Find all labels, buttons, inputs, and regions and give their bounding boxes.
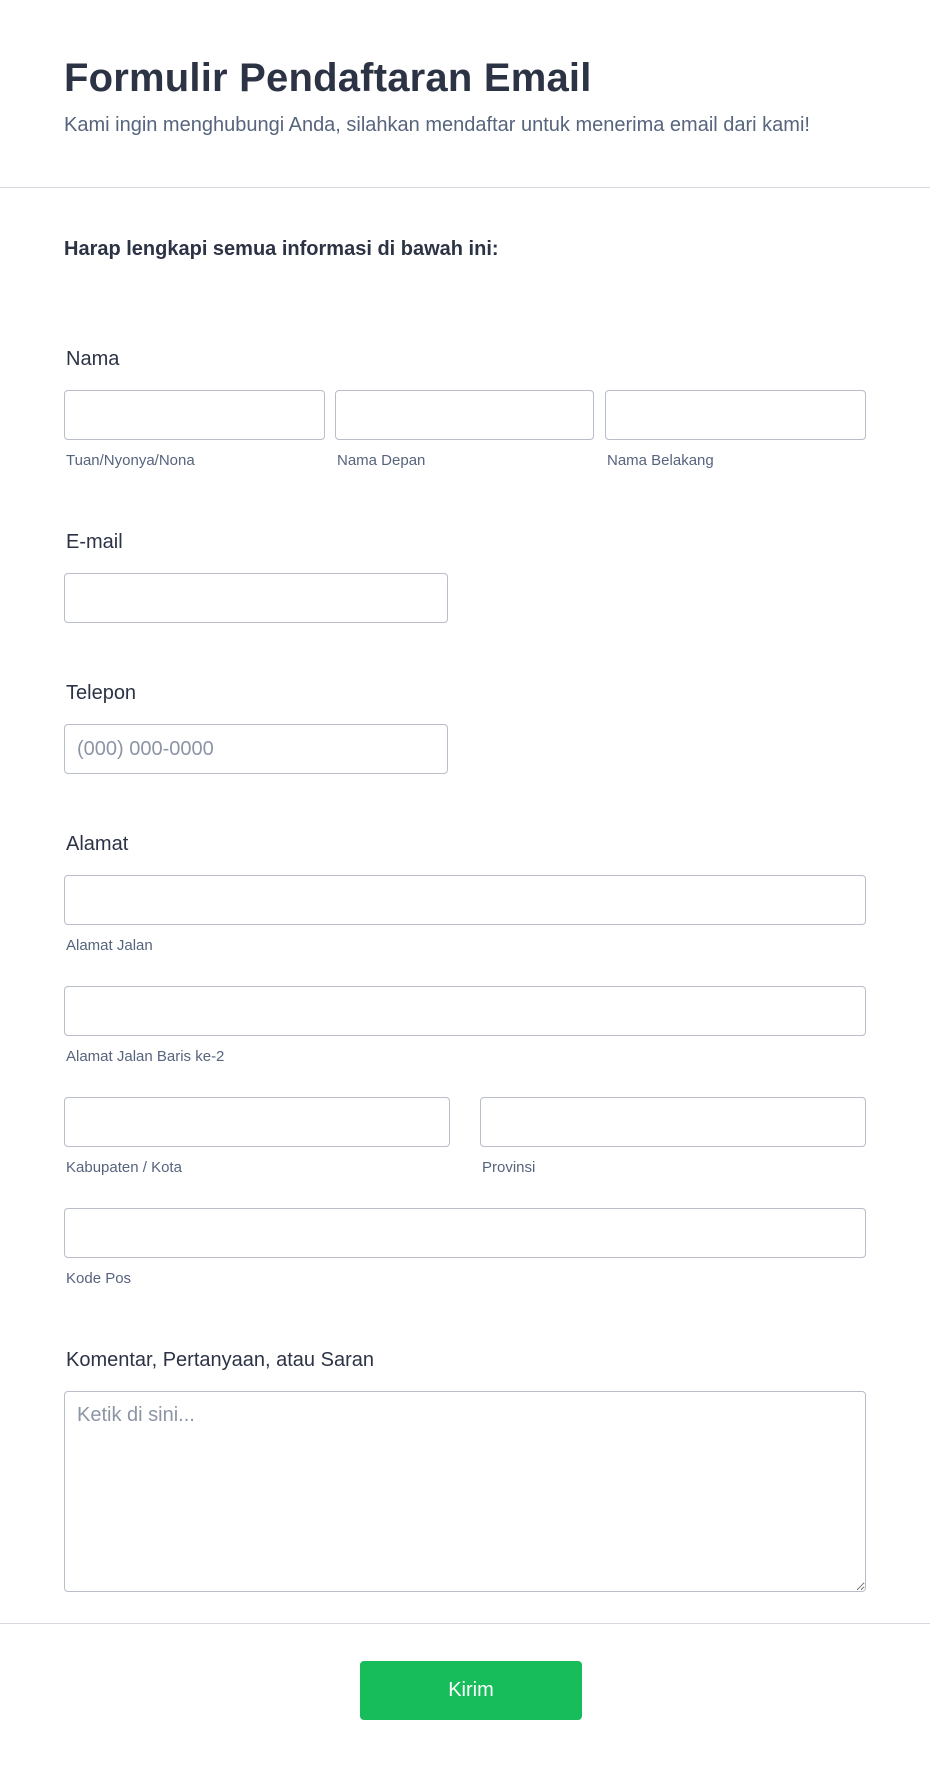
form-title: Formulir Pendaftaran Email xyxy=(64,56,592,100)
name-prefix-input[interactable] xyxy=(64,390,325,440)
name-prefix-sublabel: Tuan/Nyonya/Nona xyxy=(66,452,195,469)
comments-textarea[interactable] xyxy=(64,1391,866,1592)
phone-label: Telepon xyxy=(66,682,137,704)
street-address-line2-input[interactable] xyxy=(64,986,866,1036)
comments-label: Komentar, Pertanyaan, atau Saran xyxy=(66,1349,374,1371)
state-sublabel: Provinsi xyxy=(482,1159,536,1176)
city-sublabel: Kabupaten / Kota xyxy=(66,1159,182,1176)
postal-code-input[interactable] xyxy=(64,1208,866,1258)
city-input[interactable] xyxy=(64,1097,450,1147)
first-name-sublabel: Nama Depan xyxy=(337,452,426,469)
form-header xyxy=(64,48,884,140)
last-name-sublabel: Nama Belakang xyxy=(607,452,714,469)
submit-button[interactable]: Kirim xyxy=(360,1661,582,1720)
email-input[interactable] xyxy=(64,573,448,623)
form-subtitle: Kami ingin menghubungi Anda, silahkan mendaftar untuk menerima email dari kami! xyxy=(64,114,810,136)
footer-divider xyxy=(0,1623,930,1624)
header-divider xyxy=(0,187,930,188)
street-address-line2-sublabel: Alamat Jalan Baris ke-2 xyxy=(66,1048,225,1065)
state-input[interactable] xyxy=(480,1097,866,1147)
street-address-input[interactable] xyxy=(64,875,866,925)
first-name-input[interactable] xyxy=(335,390,594,440)
postal-code-sublabel: Kode Pos xyxy=(66,1270,132,1287)
instructions-text: Harap lengkapi semua informasi di bawah ini: xyxy=(64,238,499,260)
last-name-input[interactable] xyxy=(605,390,866,440)
email-label: E-mail xyxy=(66,531,123,553)
name-label: Nama xyxy=(66,348,120,370)
address-label: Alamat xyxy=(66,833,129,855)
phone-input[interactable] xyxy=(64,724,448,774)
street-address-sublabel: Alamat Jalan xyxy=(66,937,153,954)
